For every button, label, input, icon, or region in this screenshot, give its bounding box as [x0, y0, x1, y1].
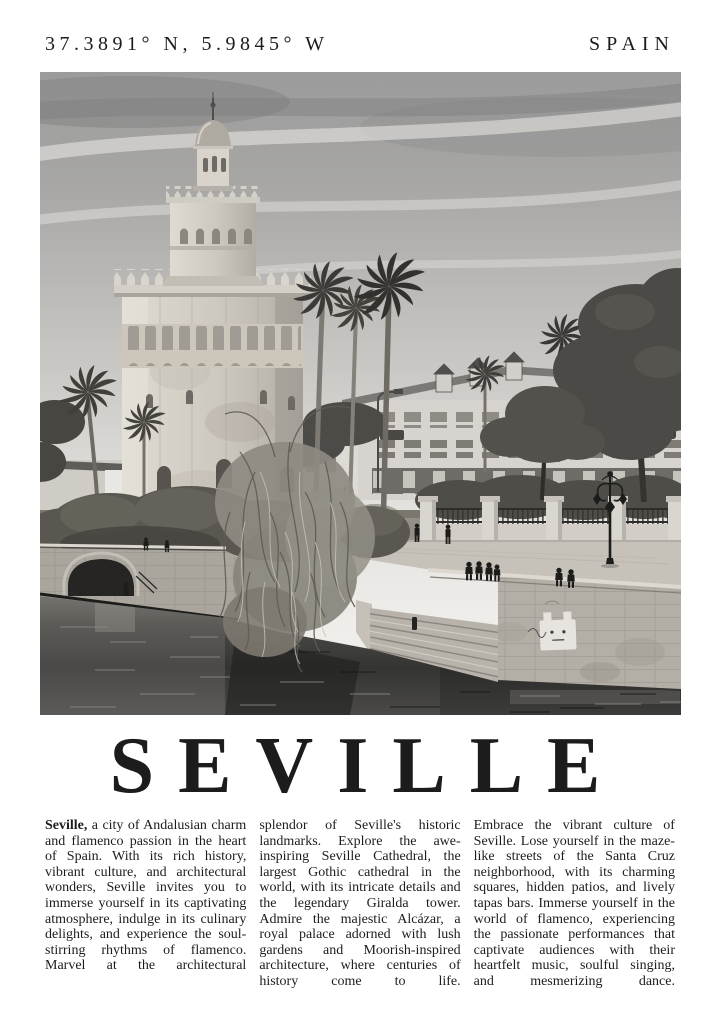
bollard: [412, 617, 417, 630]
description-column-2: splendor of Seville's historic landmarks. Explore the awe-inspiring Seville Cathedral, the largest Gothic cathedral in the world, with its intricate details and the legendary Giralda tower. Admire the majestic Alcázar, a royal palace adorned with lush gardens and Moorish-inspired architecture, where centuries of history come to life.: [259, 818, 461, 989]
description-column-1: [45, 818, 246, 990]
description-columns: [45, 818, 675, 990]
description-column-3: Embrace the vibrant culture of Seville. Lose yourself in the maze-like streets of the Santa Cruz neighborhood, with its charming squares, hidden patios, and lively tapas bars. Immerse yourself in the world of flamenco, experiencing the passionate performances that captivate audiences with their heartfelt music, soulful singing, and mesmerizing dance.: [473, 818, 675, 989]
arch-gallery: [124, 326, 301, 366]
column-1-text: a city of Andalusian charm and flamenco passion in the heart of Spain. With its rich history, vibrant culture, and architectural wonders, Seville invites you to immerse yourself in its captivating atmosphere, indulge in its culinary delights, and experience the soul-stirring rhythms of flamenco. Marvel at the architectural: [45, 818, 247, 974]
hero-photo: [40, 72, 681, 715]
lead-word: Seville,: [45, 818, 88, 833]
country-label: SPAIN: [589, 33, 675, 55]
poster-header: [45, 33, 675, 56]
torre-del-oro-photo-illustration: [40, 72, 681, 715]
city-title: SEVILLE: [109, 722, 625, 810]
coordinates-label: 37.3891° N, 5.9845° W: [45, 33, 329, 55]
